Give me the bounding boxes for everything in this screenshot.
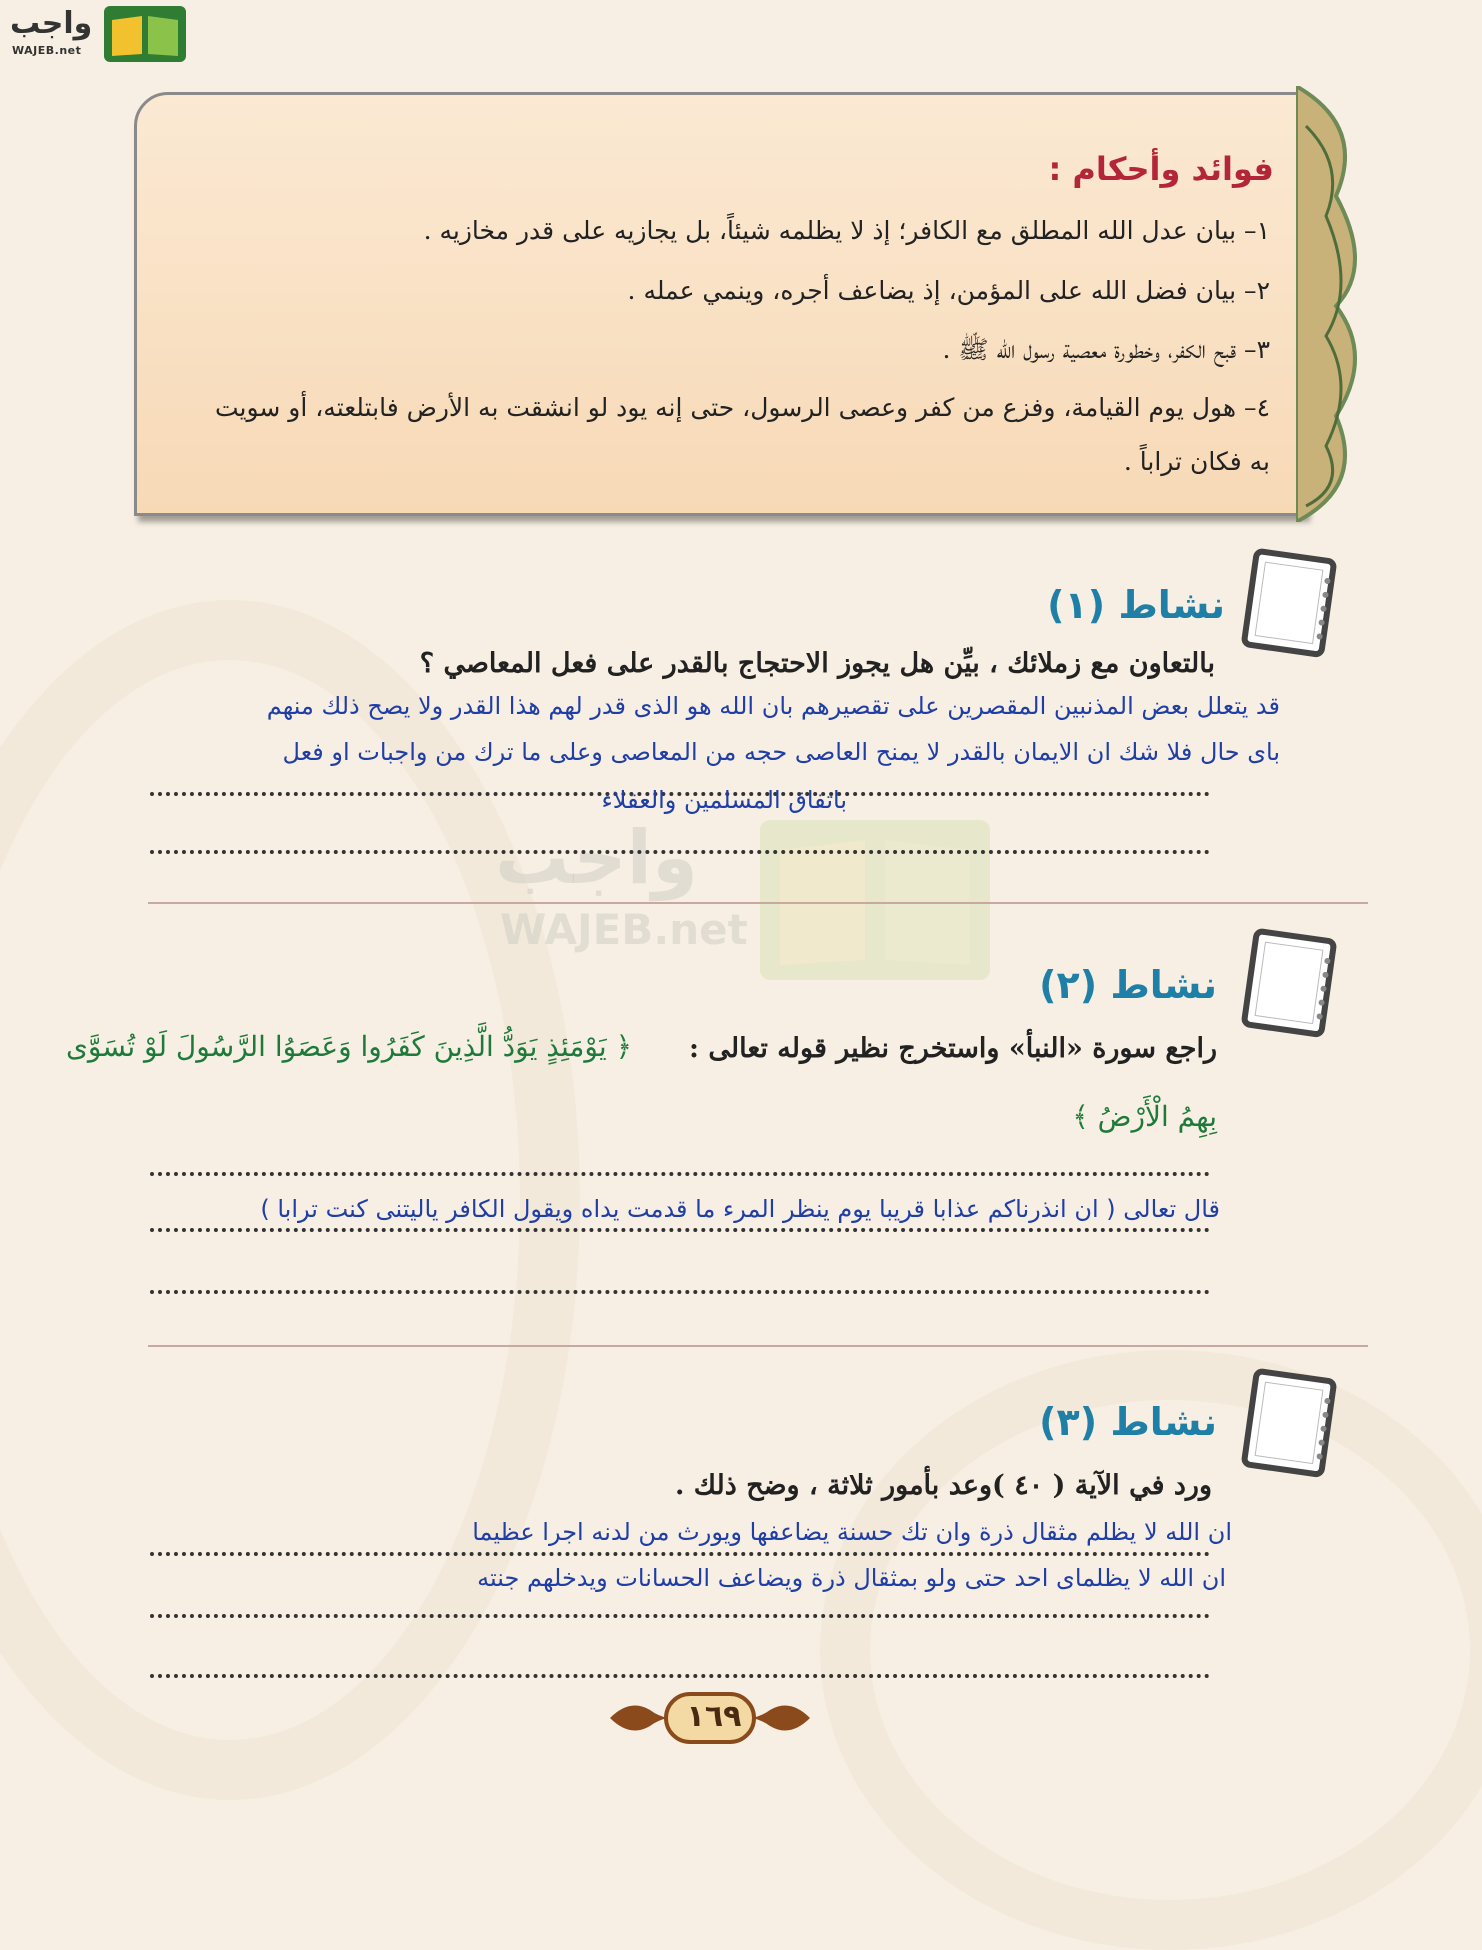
answer-dotted-line xyxy=(150,1614,1210,1618)
logo-text: واجب xyxy=(10,6,93,41)
activity-2-question: راجع سورة «النبأ» واستخرج نظير قوله تعالى : xyxy=(689,1033,1217,1064)
activity-2-verse-line-2: بِهِمُ الْأَرْضُ ﴾ xyxy=(1072,1100,1217,1133)
benefit-item-5: به فكان تراباً . xyxy=(1123,447,1270,476)
page-number: ١٦٩ xyxy=(686,1699,742,1734)
activity-1-title: نشاط (١) xyxy=(1047,583,1225,627)
notebook-icon-2 xyxy=(1240,928,1340,1038)
answer-dotted-line xyxy=(150,1290,1210,1294)
watermark-text: واجب xyxy=(495,815,699,901)
benefit-item-4: ٤– هول يوم القيامة، وفزع من كفر وعصى الرسول، حتى إنه يود لو انشقت به الأرض فابتلعته، أو سويت xyxy=(214,393,1270,422)
box-ornament-icon xyxy=(1296,86,1374,522)
activity-2-title: نشاط (٢) xyxy=(1039,963,1217,1007)
notebook-icon-3 xyxy=(1240,1368,1340,1478)
logo-subtitle: WAJEB.net xyxy=(12,44,82,57)
activity-3-title: نشاط (٣) xyxy=(1039,1400,1217,1444)
benefit-item-1: ١– بيان عدل الله المطلق مع الكافر؛ إذ لا يظلمه شيئاً، بل يجازيه على قدر مخازيه . xyxy=(423,216,1270,245)
activity-1-answer-line-3: باتفاق المسلمين والعقلاء xyxy=(601,786,847,814)
notebook-icon-1 xyxy=(1240,548,1340,658)
activity-1-answer-line-2: باى حال فلا شك ان الايمان بالقدر لا يمنح العاصى حجه من المعاصى وعلى ما ترك من واجبات او فعل xyxy=(282,738,1280,766)
activity-3-question: ورد في الآية ( ٤٠ )وعد بأمور ثلاثة ، وضح ذلك . xyxy=(674,1470,1212,1501)
answer-dotted-line xyxy=(150,1228,1210,1232)
activity-3-answer-line-2: ان الله لا يظلماى احد حتى ولو بمثقال ذرة ويضاعف الحسانات ويدخلهم جنته xyxy=(477,1564,1226,1592)
section-divider xyxy=(148,1345,1368,1347)
answer-dotted-line xyxy=(150,1674,1210,1678)
activity-3-answer-line-1: ان الله لا يظلم مثقال ذرة وان تك حسنة يضاعفها ويورث من لدنه اجرا عظيما xyxy=(472,1518,1232,1546)
activity-2-answer: قال تعالى ( ان انذرناكم عذابا قريبا يوم ينظر المرء ما قدمت يداه ويقول الكافر ياليتنى كنت ترابا ) xyxy=(260,1195,1220,1223)
answer-dotted-line xyxy=(150,1172,1210,1176)
benefits-title: فوائد وأحكام : xyxy=(1048,150,1274,188)
watermark-subtitle: WAJEB.net xyxy=(500,905,748,954)
answer-dotted-line xyxy=(150,850,1210,854)
watermark-book-icon xyxy=(760,810,990,980)
benefit-item-2: ٢– بيان فضل الله على المؤمن، إذ يضاعف أجره، وينمي عمله . xyxy=(627,276,1270,305)
section-divider xyxy=(148,902,1368,904)
activity-2-verse-line-1: ﴿ يَوْمَئِذٍ يَوَدُّ الَّذِينَ كَفَرُوا وَعَصَوُا الرَّسُولَ لَوْ تُسَوَّى xyxy=(65,1030,632,1063)
answer-dotted-line xyxy=(150,1552,1210,1556)
book-logo-icon xyxy=(104,6,186,62)
activity-1-answer-line-1: قد يتعلل بعض المذنبين المقصرين على تقصيرهم بان الله هو الذى قدر لهم هذا القدر ولا يصح ذلك منهم xyxy=(266,692,1280,720)
activity-1-question: بالتعاون مع زملائك ، بيِّن هل يجوز الاحتجاج بالقدر على فعل المعاصي ؟ xyxy=(419,648,1215,679)
benefit-item-3: ٣– قبح الكفر، وخطورة معصية رسول الله ﷺ . xyxy=(942,335,1270,364)
